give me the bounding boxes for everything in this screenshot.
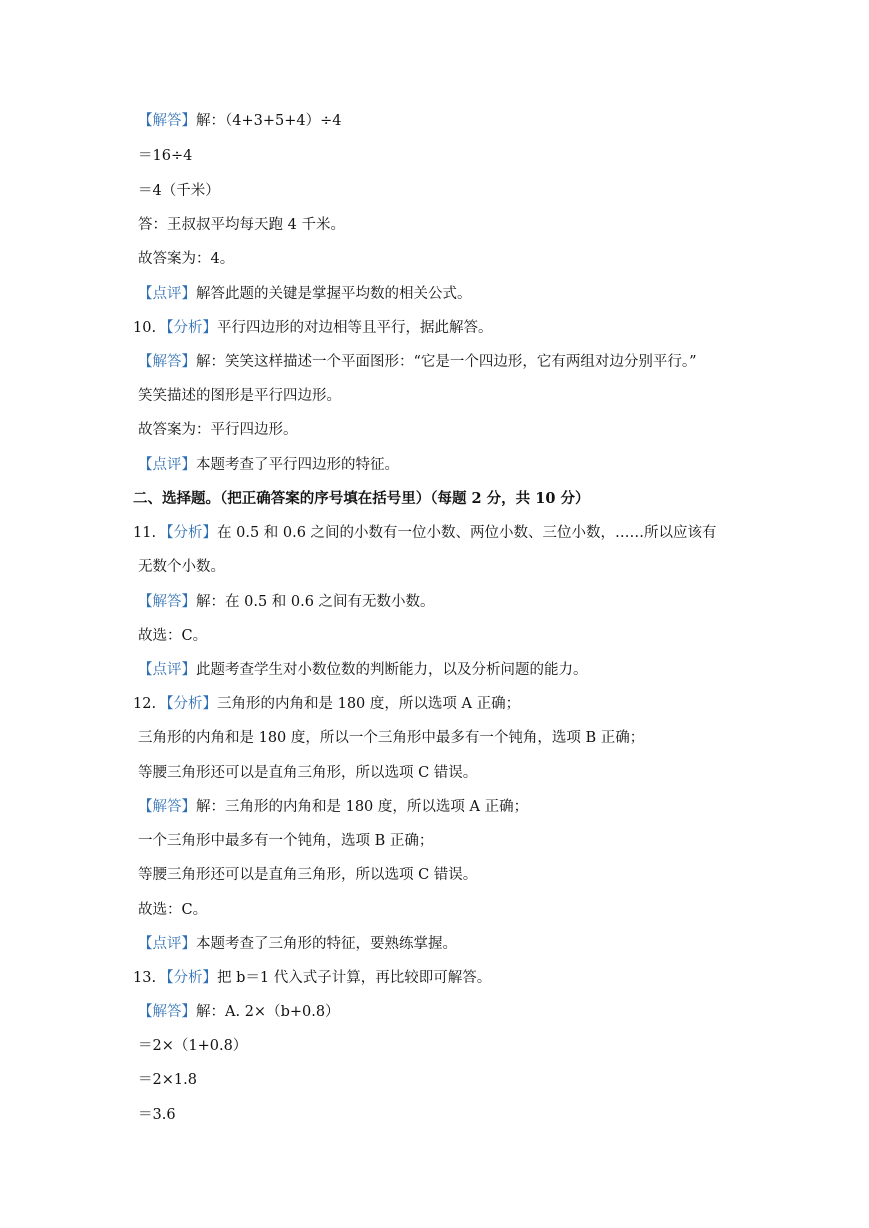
q11-number: 11.: [133, 525, 157, 541]
q12-number: 12.: [133, 696, 157, 712]
q10-comment-line: [138, 455, 399, 475]
q10-comment-text: 本题考查了平行四边形的特征。: [196, 457, 399, 473]
q13-step1: ＝2×（1+0.8）: [138, 1038, 248, 1054]
q12-answer-line2: 一个三角形中最多有一个钝角，选项 B 正确；: [138, 833, 434, 849]
q9-answer-text: 解：（4+3+5+4）÷4: [196, 113, 342, 129]
q11-answer-line: [138, 592, 435, 612]
q13-analysis-line: [133, 968, 491, 988]
answer-tag: 【解答】: [138, 354, 196, 370]
q12-comment-text: 本题考查了三角形的特征，要熟练掌握。: [196, 936, 457, 952]
q9-step1: ＝16÷4: [138, 148, 193, 164]
q12-comment-line: [138, 934, 457, 954]
q13-analysis-text: 把 b＝1 代入式子计算，再比较即可解答。: [217, 970, 492, 986]
q10-number: 10.: [133, 320, 157, 336]
analysis-tag: 【分析】: [159, 696, 217, 712]
q12-analysis-line: [133, 694, 520, 714]
comment-tag: 【点评】: [138, 286, 196, 302]
q11-analysis-line2: 无数个小数。: [138, 559, 225, 575]
q9-comment-text: 解答此题的关键是掌握平均数的相关公式。: [196, 286, 472, 302]
q13-step3: ＝3.6: [138, 1107, 176, 1123]
answer-tag: 【解答】: [138, 799, 196, 815]
q10-final: 故答案为：平行四边形。: [138, 422, 298, 438]
q12-analysis-line3: 等腰三角形还可以是直角三角形，所以选项 C 错误。: [138, 765, 478, 781]
q9-comment-line: [138, 284, 472, 304]
analysis-tag: 【分析】: [159, 970, 217, 986]
q10-analysis-text: 平行四边形的对边相等且平行，据此解答。: [217, 320, 493, 336]
q9-step2: ＝4（千米）: [138, 183, 220, 199]
section-heading: 二、选择题。（把正确答案的序号填在括号里）（每题 2 分，共 10 分）: [133, 490, 590, 507]
q11-comment-line: [138, 660, 588, 680]
q9-reply: 答：王叔叔平均每天跑 4 千米。: [138, 217, 345, 233]
q12-answer-text: 解：三角形的内角和是 180 度，所以选项 A 正确；: [196, 799, 529, 815]
q12-answer-line: [138, 797, 528, 817]
comment-tag: 【点评】: [138, 936, 196, 952]
q12-answer-line3: 等腰三角形还可以是直角三角形，所以选项 C 错误。: [138, 867, 478, 883]
answer-tag: 【解答】: [138, 1004, 196, 1020]
q11-analysis-line: [133, 523, 717, 543]
q13-number: 13.: [133, 970, 157, 986]
q13-step2: ＝2×1.8: [138, 1072, 197, 1088]
analysis-tag: 【分析】: [159, 320, 217, 336]
q10-answer-line2: 笑笑描述的图形是平行四边形。: [138, 388, 341, 404]
q13-answer-line: [138, 1002, 340, 1022]
answer-tag: 【解答】: [138, 594, 196, 610]
comment-tag: 【点评】: [138, 457, 196, 473]
answer-tag: 【解答】: [138, 113, 196, 129]
q10-answer-text: 解：笑笑这样描述一个平面图形：“它是一个四边形，它有两组对边分别平行。”: [196, 354, 697, 370]
q11-answer-text: 解：在 0.5 和 0.6 之间有无数小数。: [196, 594, 435, 610]
q9-answer-line: [138, 111, 341, 131]
q10-analysis-line: [133, 318, 493, 338]
q12-analysis-line2: 三角形的内角和是 180 度，所以一个三角形中最多有一个钝角，选项 B 正确；: [138, 730, 645, 746]
q9-final: 故答案为：4。: [138, 251, 235, 267]
q12-analysis-text: 三角形的内角和是 180 度，所以选项 A 正确；: [217, 696, 521, 712]
q10-answer-line: [138, 352, 697, 372]
q12-final: 故选：C。: [138, 902, 208, 918]
analysis-tag: 【分析】: [159, 525, 217, 541]
q13-answer-text: 解：A. 2×（b+0.8）: [196, 1004, 340, 1020]
comment-tag: 【点评】: [138, 662, 196, 678]
q11-analysis-text: 在 0.5 和 0.6 之间的小数有一位小数、两位小数、三位小数，……所以应该有: [217, 525, 717, 541]
q11-comment-text: 此题考查学生对小数位数的判断能力，以及分析问题的能力。: [196, 662, 588, 678]
q11-final: 故选：C。: [138, 628, 208, 644]
